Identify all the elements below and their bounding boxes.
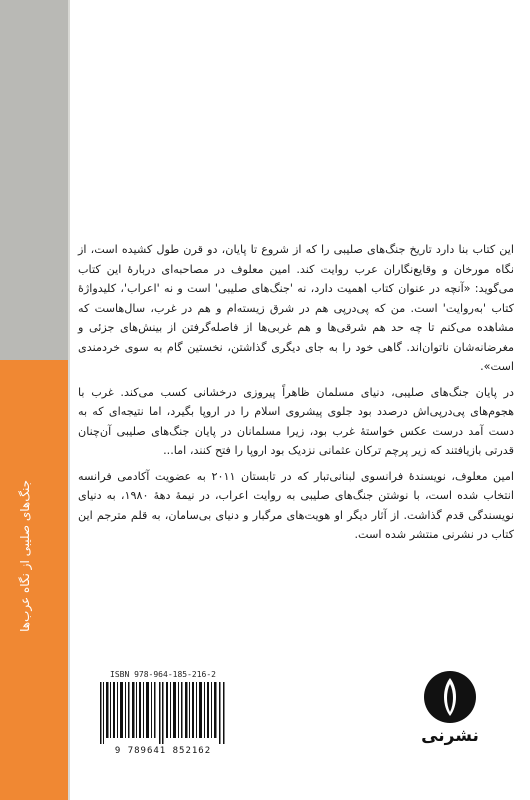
blurb-text xyxy=(78,240,514,551)
publisher-name: نشرنی xyxy=(421,726,479,746)
blurb-paragraph-1: این کتاب بنا دارد تاریخ جنگ‌های صلیبی را که از شروع تا پایان، دو قرن طول کشیده است، از نگاه مورخان و وقایع‌نگاران عرب روایت کند. امین معلوف در مصاحبه‌ای دربارهٔ این کتاب می‌گوید: «آنچه در عنوان کتاب اهمیت دارد، نه 'جنگ‌های صلیبی' است و نه 'اعراب'، کلیدواژهٔ کتاب 'به‌روایت' است. من که پی‌درپی هم در شرق زیسته‌ام و هم در غرب، سال‌هاست که مشاهده می‌کنم تا چه حد هم شرقی‌ها و هم غربی‌ها از فاصله‌گرفتن از بینش‌های جزئی و مغرضانه‌شان ناتوان‌اند. گاهی خود را به جای دیگری گذاشتن، نخستین گام به سوی خردمندی است». xyxy=(78,243,514,373)
blurb-paragraph-2: در پایان جنگ‌های صلیبی، دنیای مسلمان ظاهراً پیروزی درخشانی کسب می‌کند. غرب با هجوم‌های پی‌درپی‌اش درصدد بود جلوی پیشروی اسلام را در اروپا بگیرد، اما نتیجه‌ای که به دست آمد درست عکس خواستهٔ غرب بود، زیرا مسلمانان در پایان جنگ‌های صلیبی آن‌چنان قدرتی بازیافتند که زیر پرچم ترکان عثمانی نزدیک بود اروپا را فتح کنند، اما... xyxy=(78,385,514,457)
spine-gray-band xyxy=(0,0,68,360)
cover-spine-strip xyxy=(0,0,68,800)
publisher-logo-block xyxy=(395,670,505,770)
isbn-barcode-block xyxy=(88,670,238,762)
isbn-label: ISBN 978-964-185-216-2 xyxy=(110,670,216,679)
blurb-paragraph-3: امین معلوف، نویسندهٔ فرانسوی لبنانی‌تبار که در تابستان ۲۰۱۱ به عضویت آکادمی فرانسه انتخاب شده است، با نوشتن جنگ‌های صلیبی به روایت اعراب، در نیمهٔ دههٔ ۱۹۸۰، به دنیای نویسندگی قدم گذاشت. از آثار دیگر او هویت‌های مرگبار و دنیای بی‌سامان، به قلم مترجم این کتاب در نشرنی منتشر شده است. xyxy=(78,469,514,541)
spine-edge-line xyxy=(68,0,70,800)
spine-title: جنگ‌های صلیبی از نگاه عرب‌ها xyxy=(18,480,32,632)
barcode-icon xyxy=(98,682,228,744)
barcode-digits: 9 789641 852162 xyxy=(114,746,212,756)
publisher-logo-icon xyxy=(423,670,477,724)
